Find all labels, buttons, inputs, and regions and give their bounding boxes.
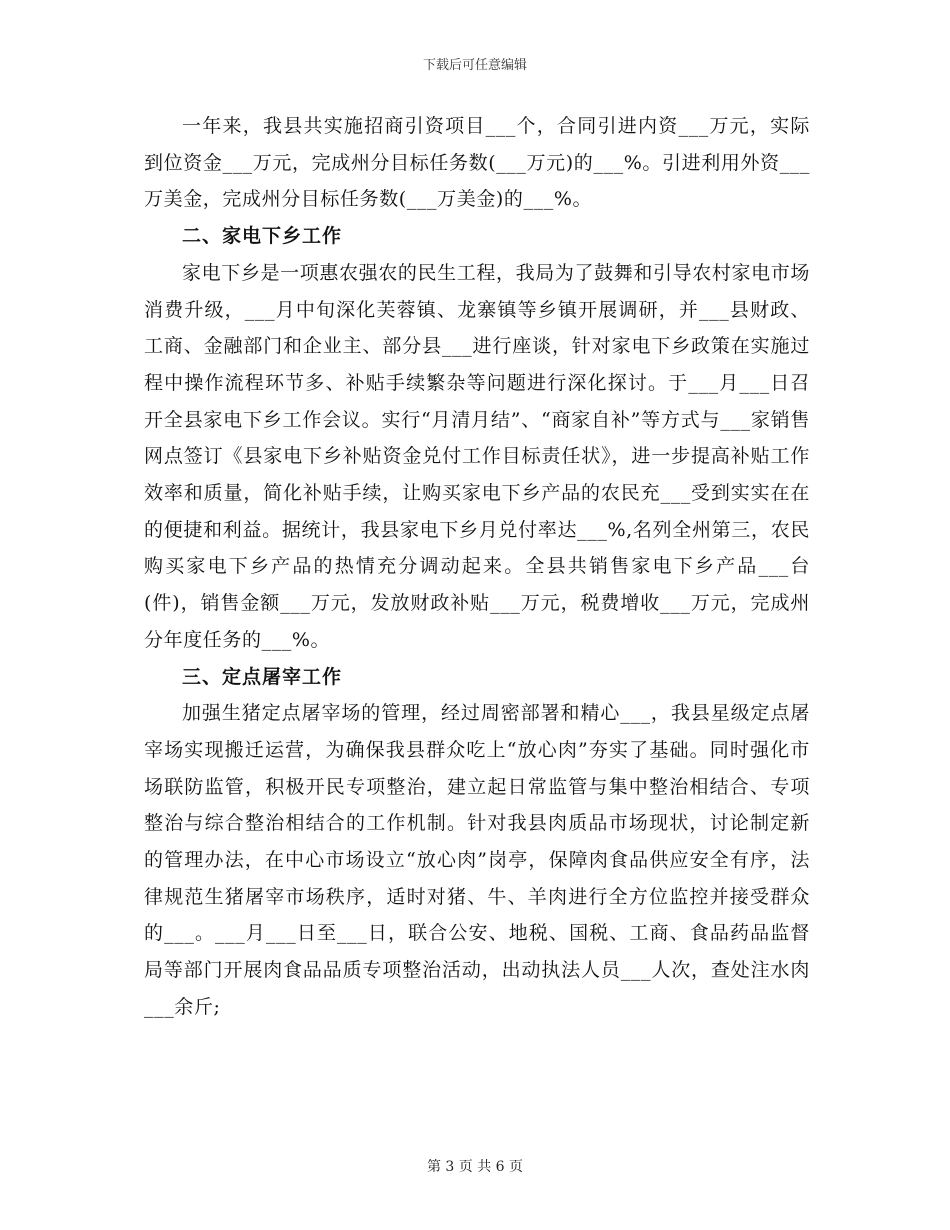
document-body	[144, 108, 810, 1026]
paragraph-appliances: 家电下乡是一项惠农强农的民生工程，我局为了鼓舞和引导农村家电市场消费升级，___月中旬深化芙蓉镇、龙寨镇等乡镇开展调研，并___县财政、工商、金融部门和企业主、部分县___进行座谈，针对家电下乡政策在实施过程中操作流程环节多、补贴手续繁杂等问题进行深化探讨。于___月___日召开全县家电下乡工作会议。实行“月清月结”、“商家自补”等方式与___家销售网点签订《县家电下乡补贴资金兑付工作目标责任状》，进一步提高补贴工作效率和质量，简化补贴手续，让购买家电下乡产品的农民充___受到实实在在的便捷和利益。据统计，我县家电下乡月兑付率达___%,名列全州第三，农民购买家电下乡产品的热情充分调动起来。全县共销售家电下乡产品___台(件)，销售金额___万元，发放财政补贴___万元，税费增收___万元，完成州分年度任务的___%。	[144, 261, 810, 651]
paragraph-investment: 一年来，我县共实施招商引资项目___个，合同引进内资___万元，实际到位资金___万元，完成州分目标任务数(___万元)的___%。引进利用外资___万美金，完成州分目标任务数(___万美金)的___%。	[144, 115, 810, 211]
section-heading-appliances: 二、家电下乡工作	[182, 225, 343, 248]
page-header-note: 下载后可任意编辑	[422, 58, 527, 73]
page-footer-number: 第 3 页 共 6 页	[426, 1159, 524, 1175]
section-heading-slaughter: 三、定点屠宰工作	[182, 665, 343, 688]
paragraph-slaughter: 加强生猪定点屠宰场的管理，经过周密部署和精心___，我县星级定点屠宰场实现搬迁运营，为确保我县群众吃上“放心肉”夯实了基础。同时强化市场联防监管，积极开民专项整治，建立起日常监管与集中整治相结合、专项整治与综合整治相结合的工作机制。针对我县肉质品市场现状，讨论制定新的管理办法，在中心市场设立“放心肉”岗亭，保障肉食品供应安全有序，法律规范生猪屠宰市场秩序，适时对猪、牛、羊肉进行全方位监控并接受群众的___。___月___日至___日，联合公安、地税、国税、工商、食品药品监督局等部门开展肉食品品质专项整治活动，出动执法人员___人次，查处注水肉___余斤;	[144, 702, 810, 1018]
